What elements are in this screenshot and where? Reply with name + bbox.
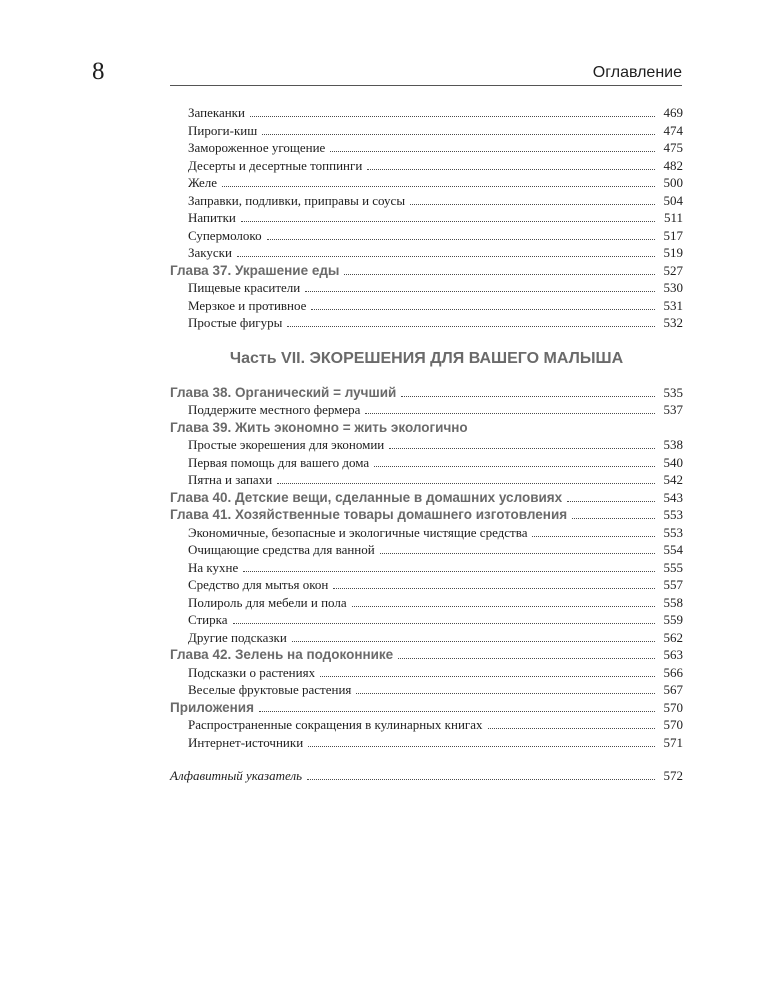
toc-entry-title: Глава 42. Зелень на подоконнике (170, 647, 394, 662)
dot-leader (365, 413, 655, 414)
dot-leader (356, 693, 655, 694)
dot-leader (292, 641, 655, 642)
toc-entry-title: Очищающие средства для ванной (188, 542, 375, 557)
toc-entry-title: Десерты и десертные топпинги (188, 157, 363, 173)
toc-entry-title: Напитки (188, 210, 236, 225)
dot-leader (243, 571, 655, 572)
toc-entry-page: 500 (663, 175, 683, 190)
toc-entry[interactable] (170, 122, 683, 140)
toc-entry-title: Мерзкое и противное (188, 297, 307, 313)
toc-entry-page: 504 (663, 192, 683, 208)
toc-entry[interactable] (170, 227, 683, 245)
toc-entry[interactable] (170, 576, 683, 594)
toc-entry-title: Глава 38. Органический = лучший (170, 384, 397, 400)
toc-entry[interactable] (170, 541, 683, 559)
toc-entry-title: Подсказки о растениях (188, 664, 316, 680)
toc-chapter-entry[interactable] (170, 419, 683, 437)
toc-entry-page: 469 (663, 105, 683, 120)
toc-entry-page: 558 (663, 594, 683, 610)
toc-entry[interactable] (170, 611, 683, 629)
toc-entry-title: Закуски (188, 245, 232, 260)
toc-group-part-vi-end (170, 104, 683, 332)
toc-entry-page: 527 (663, 262, 683, 278)
toc-entry-page: 553 (663, 507, 683, 522)
toc-entry-page: 517 (663, 227, 683, 243)
dot-leader (410, 204, 655, 205)
toc-entry[interactable] (170, 279, 683, 297)
toc-entry-title: Замороженное угощение (188, 140, 326, 155)
toc-entry[interactable] (170, 664, 683, 682)
toc-entry[interactable] (170, 734, 683, 752)
dot-leader (267, 239, 655, 240)
toc-entry-title: Пятна и запахи (188, 472, 273, 487)
toc-entry-page: 538 (663, 437, 683, 452)
toc-entry-title: Полироль для мебели и пола (188, 594, 347, 610)
dot-leader (241, 221, 655, 222)
toc-entry-title: Экономичные, безопасные и экологичные чистящие средства (188, 524, 528, 540)
toc-entry-page: 531 (663, 297, 683, 313)
dot-leader (311, 309, 655, 310)
toc-entry[interactable] (170, 139, 683, 157)
toc-group-index (170, 767, 683, 785)
dot-leader (250, 116, 655, 117)
toc-entry[interactable] (170, 174, 683, 192)
toc-chapter-entry[interactable] (170, 699, 683, 717)
toc-entry-title: Глава 37. Украшение еды (170, 262, 340, 278)
page-number: 8 (92, 58, 105, 85)
toc-entry-page: 542 (663, 472, 683, 487)
toc-entry-title: Веселые фруктовые растения (188, 682, 352, 697)
dot-leader (305, 291, 655, 292)
dot-leader (367, 169, 655, 170)
toc-entry[interactable] (170, 559, 683, 577)
dot-leader (233, 623, 655, 624)
toc-entry-page: 572 (663, 768, 683, 783)
dot-leader (488, 728, 656, 729)
toc-entry-page: 567 (663, 682, 683, 697)
dot-leader (320, 676, 655, 677)
dot-leader (307, 779, 655, 780)
toc-entry[interactable] (170, 436, 683, 454)
toc-entry-title: Запеканки (188, 105, 245, 120)
toc-entry-page: 532 (663, 315, 683, 330)
dot-leader (352, 606, 655, 607)
toc-entry[interactable] (170, 192, 683, 210)
toc-entry[interactable] (170, 681, 683, 699)
toc-entry-page: 537 (663, 402, 683, 417)
toc-entry-title: Желе (188, 175, 218, 190)
toc-entry-page: 570 (663, 699, 683, 715)
toc-entry[interactable] (170, 157, 683, 175)
dot-leader (401, 396, 655, 397)
toc-spacer (170, 751, 683, 767)
toc-entry[interactable] (170, 401, 683, 419)
dot-leader (532, 536, 655, 537)
dot-leader (333, 588, 655, 589)
toc-entry-page: 554 (663, 542, 683, 557)
toc-entry[interactable] (170, 454, 683, 472)
dot-leader (308, 746, 655, 747)
toc-entry[interactable] (170, 471, 683, 489)
toc-entry-title: Средство для мытья окон (188, 577, 329, 592)
toc-entry-title: Распространенные сокращения в кулинарных книгах (188, 717, 483, 732)
toc-entry-title: Заправки, подливки, приправы и соусы (188, 192, 406, 208)
toc-entry-title: Простые фигуры (188, 315, 283, 330)
toc-entry-page: 543 (663, 489, 683, 505)
toc-entry-page: 555 (663, 559, 683, 575)
toc-entry-page: 566 (663, 664, 683, 680)
toc-chapter-entry[interactable] (170, 506, 683, 524)
dot-leader (567, 501, 655, 502)
toc-entry-title: На кухне (188, 559, 239, 575)
toc-entry-page: 535 (663, 384, 683, 400)
toc-entry[interactable] (170, 594, 683, 612)
toc-entry-page: 519 (663, 245, 683, 260)
dot-leader (222, 186, 655, 187)
part-heading: Часть VII. ЭКОРЕШЕНИЯ ДЛЯ ВАШЕГО МАЛЫША (229, 349, 624, 367)
toc-entry-page: 540 (663, 454, 683, 470)
toc-entry-page: 474 (663, 122, 683, 138)
dot-leader (237, 256, 655, 257)
toc-entry-page: 553 (663, 524, 683, 540)
toc-entry[interactable] (170, 244, 683, 262)
toc-entry-title: Супермолоко (188, 227, 262, 243)
toc-group-part-vii (170, 384, 683, 752)
toc-entry[interactable] (170, 209, 683, 227)
toc-entry-page: 530 (663, 280, 683, 295)
toc-entry-title: Глава 39. Жить экономно = жить экологично (170, 419, 468, 435)
toc-entry-page: 482 (663, 157, 683, 173)
dot-leader (262, 134, 655, 135)
toc-entry-title: Алфавитный указатель (170, 768, 303, 783)
dot-leader (344, 274, 655, 275)
toc-entry[interactable] (170, 297, 683, 315)
toc-entry-title: Интернет-источники (188, 734, 304, 750)
toc-entry[interactable] (170, 716, 683, 734)
toc-entry-title: Стирка (188, 612, 228, 627)
dot-leader (259, 711, 655, 712)
toc-entry[interactable] (170, 629, 683, 647)
toc-entry-title: Глава 40. Детские вещи, сделанные в домашних условиях (170, 489, 563, 505)
toc-entry-title: Другие подсказки (188, 629, 287, 645)
toc-entry-title: Первая помощь для вашего дома (188, 454, 370, 470)
toc-chapter-entry[interactable] (170, 262, 683, 280)
table-of-contents (170, 104, 683, 785)
toc-chapter-entry[interactable] (170, 489, 683, 507)
toc-entry-page: 562 (663, 629, 683, 645)
toc-entry-page: 511 (663, 210, 683, 225)
toc-entry[interactable] (170, 767, 683, 785)
dot-leader (398, 658, 655, 659)
running-title: Оглавление (592, 64, 682, 81)
toc-entry[interactable] (170, 524, 683, 542)
toc-entry-title: Глава 41. Хозяйственные товары домашнего изготовления (170, 507, 568, 522)
dot-leader (330, 151, 655, 152)
dot-leader (374, 466, 655, 467)
dot-leader (572, 518, 655, 519)
toc-chapter-entry[interactable] (170, 384, 683, 402)
dot-leader (380, 553, 655, 554)
toc-entry-page: 570 (663, 717, 683, 732)
toc-entry-title: Приложения (170, 699, 254, 715)
toc-entry-title: Пищевые красители (188, 280, 301, 295)
toc-entry[interactable] (170, 314, 683, 332)
toc-entry-page: 571 (663, 734, 683, 750)
dot-leader (389, 448, 655, 449)
toc-entry[interactable] (170, 104, 683, 122)
toc-entry-page: 475 (663, 140, 683, 155)
header-rule (170, 85, 682, 86)
dot-leader (287, 326, 655, 327)
toc-entry-page: 563 (663, 647, 683, 662)
toc-entry-page: 557 (663, 577, 683, 592)
toc-entry-title: Поддержите местного фермера (188, 402, 361, 417)
toc-entry-page: 559 (663, 612, 683, 627)
toc-entry-title: Пироги-киш (188, 122, 258, 138)
dot-leader (277, 483, 655, 484)
toc-chapter-entry[interactable] (170, 646, 683, 664)
toc-entry-title: Простые экорешения для экономии (188, 437, 385, 452)
